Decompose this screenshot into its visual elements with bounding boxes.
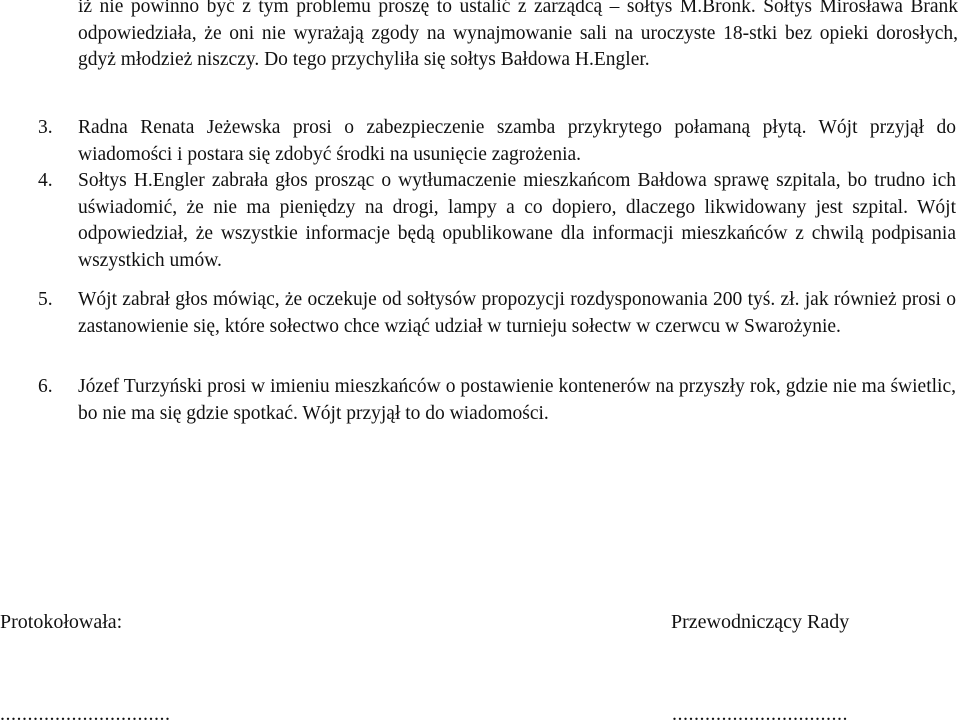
chairman-signature-label: Przewodniczący Rady xyxy=(671,611,850,633)
item-number: 3. xyxy=(38,117,53,138)
item-text: Józef Turzyński prosi w imieniu mieszkańców o postawienie kontenerów na przyszły rok, gdzie nie ma świetlic, bo nie ma się gdzie spotkać. Wójt przyjął to do wiadomości. xyxy=(78,376,956,424)
item-text: Sołtys H.Engler zabrała głos prosząc o wytłumaczenie mieszkańcom Bałdowa sprawę szpitala, bo trudno ich uświadomić, że nie ma pieniędzy na drogi, lampy a co dopiero, dlaczego likwidowany jest szpital. Wójt odpowiedział, że wszystkie informacje będą opublikowane dla informacji mieszkańców z chwilą podpisania wszystkich umów. xyxy=(78,170,956,271)
recorder-signature-line: ............................... xyxy=(0,703,171,725)
item-text: Wójt zabrał głos mówiąc, że oczekuje od sołtysów propozycji rozdysponowania 200 tyś. zł. jak również prosi o zastanowienie się, które sołectwo chce wziąć udział w turnieju sołectw w czerwcu w Swarożynie. xyxy=(78,289,956,337)
item-text: Radna Renata Jeżewska prosi o zabezpieczenie szamba przykrytego połamaną płytą. Wójt przyjął do wiadomości i postara się zdobyć środki na usunięcie zagrożenia. xyxy=(78,117,956,165)
item-number: 6. xyxy=(38,376,53,397)
item-number: 5. xyxy=(38,289,53,310)
continuation-paragraph: iż nie powinno być z tym problemu proszę to ustalić z zarządcą – sołtys M.Bronk. Sołtys Mirosława Brank odpowiedziała, że oni nie wyrażają zgody na wynajmowanie sali na uroczyste 18-stki bez opieki dorosłych, gdyż młodzież niszczy. Do tego przychyliła się sołtys Bałdowa H.Engler. xyxy=(78,0,958,70)
recorder-signature-label: Protokołowała: xyxy=(0,611,123,633)
item-number: 4. xyxy=(38,170,53,191)
chairman-signature-line: ................................ xyxy=(672,703,848,725)
